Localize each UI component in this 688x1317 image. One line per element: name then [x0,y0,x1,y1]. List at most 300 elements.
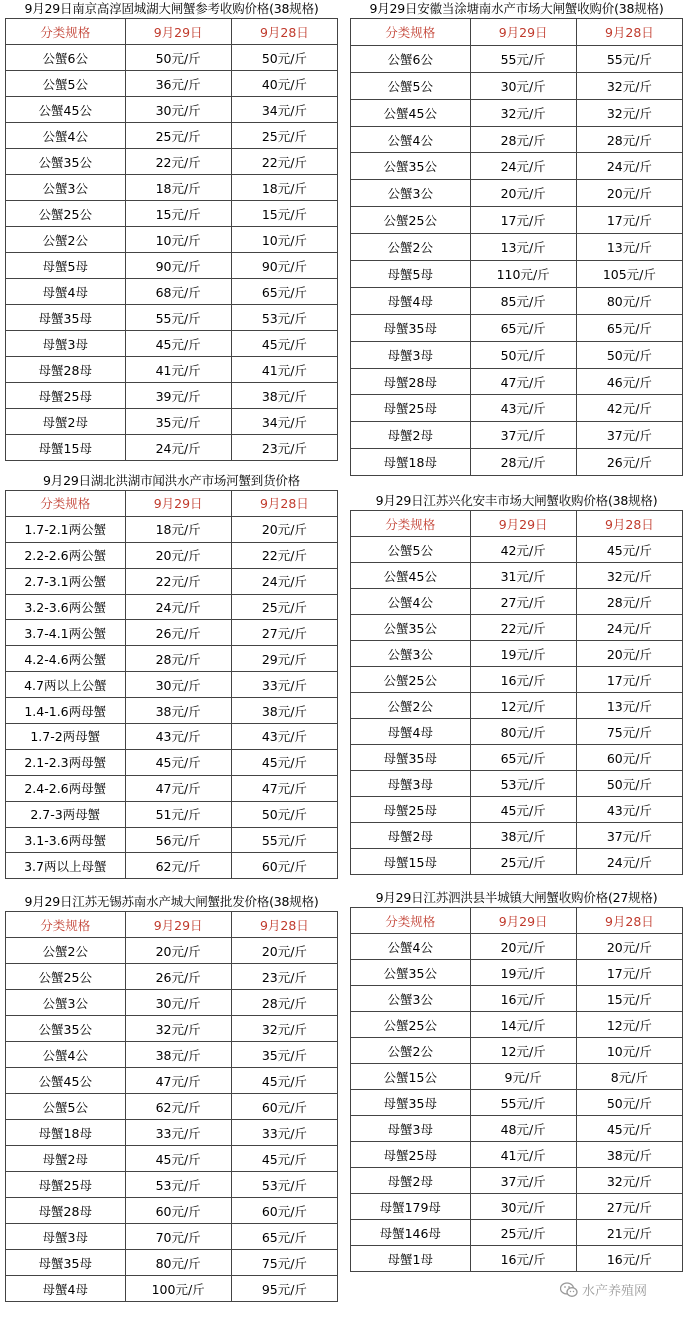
table-block-wuxi [5,893,338,1302]
price-yesterday-cell: 27元/斤 [231,620,337,646]
table-row [351,314,683,341]
price-yesterday-cell: 55元/斤 [576,45,682,72]
table-row [351,1220,683,1246]
spec-cell: 2.2-2.6两公蟹 [6,542,126,568]
spec-cell: 母蟹146母 [351,1220,471,1246]
price-yesterday-cell: 38元/斤 [231,698,337,724]
table-row [6,620,338,646]
price-today-cell: 19元/斤 [470,641,576,667]
price-today-cell: 28元/斤 [470,126,576,153]
spec-cell: 母蟹179母 [351,1194,471,1220]
price-today-cell: 68元/斤 [125,279,231,305]
spec-cell: 公蟹5公 [351,72,471,99]
price-today-cell: 26元/斤 [125,620,231,646]
price-table [350,510,683,875]
table-row [351,563,683,589]
price-yesterday-cell: 21元/斤 [576,1220,682,1246]
spec-cell: 公蟹45公 [351,99,471,126]
table-row [351,449,683,476]
spec-cell: 公蟹25公 [6,964,126,990]
price-yesterday-cell: 32元/斤 [576,72,682,99]
column-header: 9月29日 [470,908,576,934]
price-today-cell: 48元/斤 [470,1116,576,1142]
spec-cell: 2.7-3两母蟹 [6,801,126,827]
price-yesterday-cell: 34元/斤 [231,97,337,123]
price-today-cell: 35元/斤 [125,409,231,435]
column-header: 9月29日 [125,491,231,517]
price-today-cell: 20元/斤 [125,938,231,964]
table-row [351,537,683,563]
price-today-cell: 42元/斤 [470,537,576,563]
table-row [6,801,338,827]
table-row [351,153,683,180]
price-yesterday-cell: 20元/斤 [576,180,682,207]
price-today-cell: 41元/斤 [470,1142,576,1168]
price-yesterday-cell: 60元/斤 [576,745,682,771]
price-today-cell: 12元/斤 [470,693,576,719]
table-row [6,1146,338,1172]
spec-cell: 公蟹35公 [351,153,471,180]
price-today-cell: 50元/斤 [125,45,231,71]
price-yesterday-cell: 20元/斤 [231,938,337,964]
price-yesterday-cell: 17元/斤 [576,960,682,986]
table-row [351,1064,683,1090]
spec-cell: 母蟹2母 [351,422,471,449]
price-today-cell: 31元/斤 [470,563,576,589]
column-header: 9月28日 [231,912,337,938]
spec-cell: 公蟹25公 [351,667,471,693]
price-yesterday-cell: 105元/斤 [576,261,682,288]
spec-cell: 3.7两以上母蟹 [6,853,126,879]
price-yesterday-cell: 60元/斤 [231,1094,337,1120]
table-row [6,383,338,409]
table-row [351,960,683,986]
price-today-cell: 25元/斤 [125,123,231,149]
price-today-cell: 50元/斤 [470,341,576,368]
spec-cell: 公蟹35公 [351,960,471,986]
table-row [6,516,338,542]
price-today-cell: 38元/斤 [470,823,576,849]
table-block-nanjing [5,0,338,461]
price-today-cell: 33元/斤 [125,1120,231,1146]
price-today-cell: 16元/斤 [470,1246,576,1272]
table-row [351,1168,683,1194]
price-yesterday-cell: 35元/斤 [231,1042,337,1068]
spec-cell: 公蟹25公 [351,1012,471,1038]
table-header-row [351,19,683,46]
table-row [6,1224,338,1250]
spec-cell: 3.7-4.1两公蟹 [6,620,126,646]
price-today-cell: 32元/斤 [470,99,576,126]
column-header: 9月29日 [125,19,231,45]
spec-cell: 公蟹45公 [6,1068,126,1094]
price-yesterday-cell: 50元/斤 [231,801,337,827]
price-today-cell: 24元/斤 [125,435,231,461]
price-yesterday-cell: 45元/斤 [231,749,337,775]
column-header: 9月28日 [231,19,337,45]
table-block-honghu [5,472,338,879]
price-yesterday-cell: 33元/斤 [231,1120,337,1146]
price-yesterday-cell: 18元/斤 [231,175,337,201]
spec-cell: 母蟹1母 [351,1246,471,1272]
table-row [351,745,683,771]
table-row [6,305,338,331]
table-title: 9月29日江苏兴化安丰市场大闸蟹收购价格(38规格) [375,493,658,508]
price-yesterday-cell: 45元/斤 [231,1146,337,1172]
spec-cell: 公蟹2公 [351,234,471,261]
price-yesterday-cell: 34元/斤 [231,409,337,435]
watermark-text: 水产养殖网 [582,1284,648,1299]
price-today-cell: 45元/斤 [125,331,231,357]
column-header: 9月28日 [576,511,682,537]
price-today-cell: 15元/斤 [125,201,231,227]
column-header: 9月28日 [576,908,682,934]
price-yesterday-cell: 24元/斤 [576,849,682,875]
price-yesterday-cell: 23元/斤 [231,964,337,990]
table-row [351,422,683,449]
table-row [6,568,338,594]
table-row [351,797,683,823]
table-row [351,234,683,261]
table-row [351,261,683,288]
price-today-cell: 90元/斤 [125,253,231,279]
table-header-row [351,908,683,934]
table-row [6,672,338,698]
price-today-cell: 30元/斤 [125,672,231,698]
table-row [6,990,338,1016]
price-yesterday-cell: 13元/斤 [576,693,682,719]
spec-cell: 母蟹4母 [6,1276,126,1302]
price-today-cell: 28元/斤 [125,646,231,672]
price-yesterday-cell: 17元/斤 [576,207,682,234]
table-row [351,1012,683,1038]
spec-cell: 公蟹5公 [351,537,471,563]
price-today-cell: 38元/斤 [125,1042,231,1068]
price-yesterday-cell: 53元/斤 [231,1172,337,1198]
spec-cell: 母蟹35母 [6,1250,126,1276]
price-yesterday-cell: 15元/斤 [231,201,337,227]
table-row [351,287,683,314]
price-yesterday-cell: 22元/斤 [231,542,337,568]
price-today-cell: 19元/斤 [470,960,576,986]
price-today-cell: 53元/斤 [470,771,576,797]
price-table [5,18,338,461]
table-row [351,45,683,72]
spec-cell: 母蟹35母 [351,1090,471,1116]
price-yesterday-cell: 25元/斤 [231,123,337,149]
table-row [6,201,338,227]
spec-cell: 公蟹2公 [351,1038,471,1064]
table-row [6,97,338,123]
table-row [6,1068,338,1094]
price-today-cell: 43元/斤 [470,395,576,422]
spec-cell: 母蟹15母 [351,849,471,875]
column-header: 分类规格 [351,908,471,934]
table-row [351,126,683,153]
price-today-cell: 32元/斤 [125,1016,231,1042]
spec-cell: 母蟹3母 [351,771,471,797]
spec-cell: 母蟹2母 [351,823,471,849]
spec-cell: 母蟹3母 [351,1116,471,1142]
price-yesterday-cell: 90元/斤 [231,253,337,279]
table-row [6,827,338,853]
table-row [351,1194,683,1220]
price-today-cell: 62元/斤 [125,853,231,879]
price-today-cell: 65元/斤 [470,314,576,341]
price-yesterday-cell: 95元/斤 [231,1276,337,1302]
table-row [6,1198,338,1224]
spec-cell: 4.2-4.6两公蟹 [6,646,126,672]
table-row [6,149,338,175]
price-yesterday-cell: 32元/斤 [576,1168,682,1194]
price-today-cell: 55元/斤 [470,45,576,72]
price-yesterday-cell: 12元/斤 [576,1012,682,1038]
price-yesterday-cell: 32元/斤 [231,1016,337,1042]
spec-cell: 公蟹5公 [6,1094,126,1120]
spec-cell: 公蟹35公 [6,1016,126,1042]
spec-cell: 母蟹5母 [351,261,471,288]
table-row [351,180,683,207]
price-table [5,490,338,879]
price-today-cell: 85元/斤 [470,287,576,314]
price-today-cell: 30元/斤 [125,97,231,123]
table-row [6,938,338,964]
price-yesterday-cell: 10元/斤 [231,227,337,253]
spec-cell: 4.7两以上公蟹 [6,672,126,698]
table-row [6,964,338,990]
spec-cell: 公蟹3公 [6,175,126,201]
column-header: 分类规格 [351,511,471,537]
spec-cell: 母蟹15母 [6,435,126,461]
table-row [351,368,683,395]
price-table [5,911,338,1302]
price-yesterday-cell: 50元/斤 [576,1090,682,1116]
spec-cell: 母蟹25母 [6,1172,126,1198]
price-today-cell: 47元/斤 [125,1068,231,1094]
table-row [351,395,683,422]
table-row [6,749,338,775]
table-row [351,615,683,641]
column-header: 9月28日 [231,491,337,517]
column-header: 分类规格 [351,19,471,46]
price-today-cell: 45元/斤 [125,1146,231,1172]
spec-cell: 公蟹3公 [351,180,471,207]
table-row [351,99,683,126]
table-row [351,934,683,960]
table-header-row [6,912,338,938]
table-row [6,279,338,305]
table-header-row [6,19,338,45]
table-row [6,594,338,620]
price-today-cell: 55元/斤 [470,1090,576,1116]
spec-cell: 公蟹45公 [6,97,126,123]
price-today-cell: 37元/斤 [470,1168,576,1194]
spec-cell: 公蟹35公 [351,615,471,641]
price-yesterday-cell: 24元/斤 [231,568,337,594]
spec-cell: 2.7-3.1两公蟹 [6,568,126,594]
table-block-sihong [350,889,683,1272]
price-yesterday-cell: 32元/斤 [576,99,682,126]
table-row [6,698,338,724]
price-today-cell: 30元/斤 [470,72,576,99]
price-today-cell: 38元/斤 [125,698,231,724]
price-today-cell: 14元/斤 [470,1012,576,1038]
table-header-row [6,491,338,517]
price-today-cell: 55元/斤 [125,305,231,331]
table-row [351,207,683,234]
spec-cell: 母蟹28母 [351,368,471,395]
price-today-cell: 17元/斤 [470,207,576,234]
price-yesterday-cell: 10元/斤 [576,1038,682,1064]
spec-cell: 母蟹35母 [351,745,471,771]
table-row [6,123,338,149]
price-yesterday-cell: 20元/斤 [231,516,337,542]
price-yesterday-cell: 16元/斤 [576,1246,682,1272]
spec-cell: 公蟹4公 [6,1042,126,1068]
price-yesterday-cell: 50元/斤 [231,45,337,71]
watermark [560,1280,647,1299]
price-today-cell: 65元/斤 [470,745,576,771]
column-header: 9月29日 [125,912,231,938]
spec-cell: 母蟹25母 [351,395,471,422]
price-yesterday-cell: 29元/斤 [231,646,337,672]
table-row [6,775,338,801]
price-today-cell: 45元/斤 [125,749,231,775]
spec-cell: 母蟹5母 [6,253,126,279]
price-yesterday-cell: 33元/斤 [231,672,337,698]
column-header: 分类规格 [6,491,126,517]
spec-cell: 公蟹35公 [6,149,126,175]
price-yesterday-cell: 26元/斤 [576,449,682,476]
table-row [351,72,683,99]
table-header-row [351,511,683,537]
price-today-cell: 80元/斤 [125,1250,231,1276]
spec-cell: 母蟹4母 [351,719,471,745]
price-today-cell: 100元/斤 [125,1276,231,1302]
table-row [351,771,683,797]
price-yesterday-cell: 24元/斤 [576,153,682,180]
spec-cell: 母蟹25母 [6,383,126,409]
spec-cell: 公蟹6公 [6,45,126,71]
spec-cell: 公蟹5公 [6,71,126,97]
table-row [351,823,683,849]
price-table [350,907,683,1272]
price-today-cell: 27元/斤 [470,589,576,615]
price-yesterday-cell: 28元/斤 [576,126,682,153]
price-today-cell: 22元/斤 [125,149,231,175]
price-yesterday-cell: 22元/斤 [231,149,337,175]
price-today-cell: 20元/斤 [125,542,231,568]
price-yesterday-cell: 37元/斤 [576,823,682,849]
table-title: 9月29日江苏泗洪县半城镇大闸蟹收购价格(27规格) [375,890,658,905]
table-row [6,1094,338,1120]
price-yesterday-cell: 13元/斤 [576,234,682,261]
wechat-icon [560,1282,578,1298]
table-row [6,409,338,435]
table-title: 9月29日湖北洪湖市闻洪水产市场河蟹到货价格 [43,473,300,488]
table-row [6,253,338,279]
spec-cell: 公蟹25公 [351,207,471,234]
price-yesterday-cell: 37元/斤 [576,422,682,449]
price-yesterday-cell: 65元/斤 [576,314,682,341]
spec-cell: 母蟹3母 [351,341,471,368]
table-row [351,1038,683,1064]
price-today-cell: 22元/斤 [470,615,576,641]
table-row [351,589,683,615]
table-row [6,1172,338,1198]
spec-cell: 1.7-2两母蟹 [6,724,126,750]
table-row [6,175,338,201]
price-today-cell: 28元/斤 [470,449,576,476]
price-yesterday-cell: 17元/斤 [576,667,682,693]
price-today-cell: 13元/斤 [470,234,576,261]
table-row [6,1042,338,1068]
price-yesterday-cell: 50元/斤 [576,771,682,797]
table-title: 9月29日江苏无锡苏南水产城大闸蟹批发价格(38规格) [24,894,319,909]
spec-cell: 公蟹4公 [351,589,471,615]
price-today-cell: 24元/斤 [125,594,231,620]
table-title: 9月29日南京高淳固城湖大闸蟹参考收购价格(38规格) [24,1,319,16]
table-row [6,1250,338,1276]
table-row [351,719,683,745]
spec-cell: 公蟹3公 [6,990,126,1016]
spec-cell: 1.4-1.6两母蟹 [6,698,126,724]
price-yesterday-cell: 50元/斤 [576,341,682,368]
price-yesterday-cell: 65元/斤 [231,1224,337,1250]
table-row [351,341,683,368]
table-row [6,646,338,672]
price-table [350,18,683,476]
price-today-cell: 60元/斤 [125,1198,231,1224]
price-yesterday-cell: 60元/斤 [231,853,337,879]
spec-cell: 公蟹15公 [351,1064,471,1090]
price-yesterday-cell: 45元/斤 [576,537,682,563]
price-today-cell: 20元/斤 [470,934,576,960]
price-yesterday-cell: 42元/斤 [576,395,682,422]
price-yesterday-cell: 75元/斤 [231,1250,337,1276]
price-today-cell: 12元/斤 [470,1038,576,1064]
column-header: 分类规格 [6,912,126,938]
spec-cell: 公蟹4公 [351,934,471,960]
price-yesterday-cell: 41元/斤 [231,357,337,383]
table-row [6,435,338,461]
price-today-cell: 22元/斤 [125,568,231,594]
price-yesterday-cell: 45元/斤 [576,1116,682,1142]
table-row [351,849,683,875]
price-yesterday-cell: 55元/斤 [231,827,337,853]
spec-cell: 母蟹28母 [6,1198,126,1224]
table-block-dangtu [350,0,683,476]
table-row [6,227,338,253]
price-today-cell: 9元/斤 [470,1064,576,1090]
price-today-cell: 37元/斤 [470,422,576,449]
price-yesterday-cell: 46元/斤 [576,368,682,395]
price-yesterday-cell: 20元/斤 [576,641,682,667]
price-today-cell: 30元/斤 [470,1194,576,1220]
price-today-cell: 47元/斤 [125,775,231,801]
price-today-cell: 16元/斤 [470,667,576,693]
spec-cell: 母蟹18母 [6,1120,126,1146]
price-yesterday-cell: 40元/斤 [231,71,337,97]
price-yesterday-cell: 80元/斤 [576,287,682,314]
price-yesterday-cell: 15元/斤 [576,986,682,1012]
price-yesterday-cell: 38元/斤 [231,383,337,409]
price-yesterday-cell: 65元/斤 [231,279,337,305]
price-yesterday-cell: 28元/斤 [231,990,337,1016]
price-today-cell: 16元/斤 [470,986,576,1012]
price-yesterday-cell: 45元/斤 [231,1068,337,1094]
spec-cell: 母蟹3母 [6,1224,126,1250]
